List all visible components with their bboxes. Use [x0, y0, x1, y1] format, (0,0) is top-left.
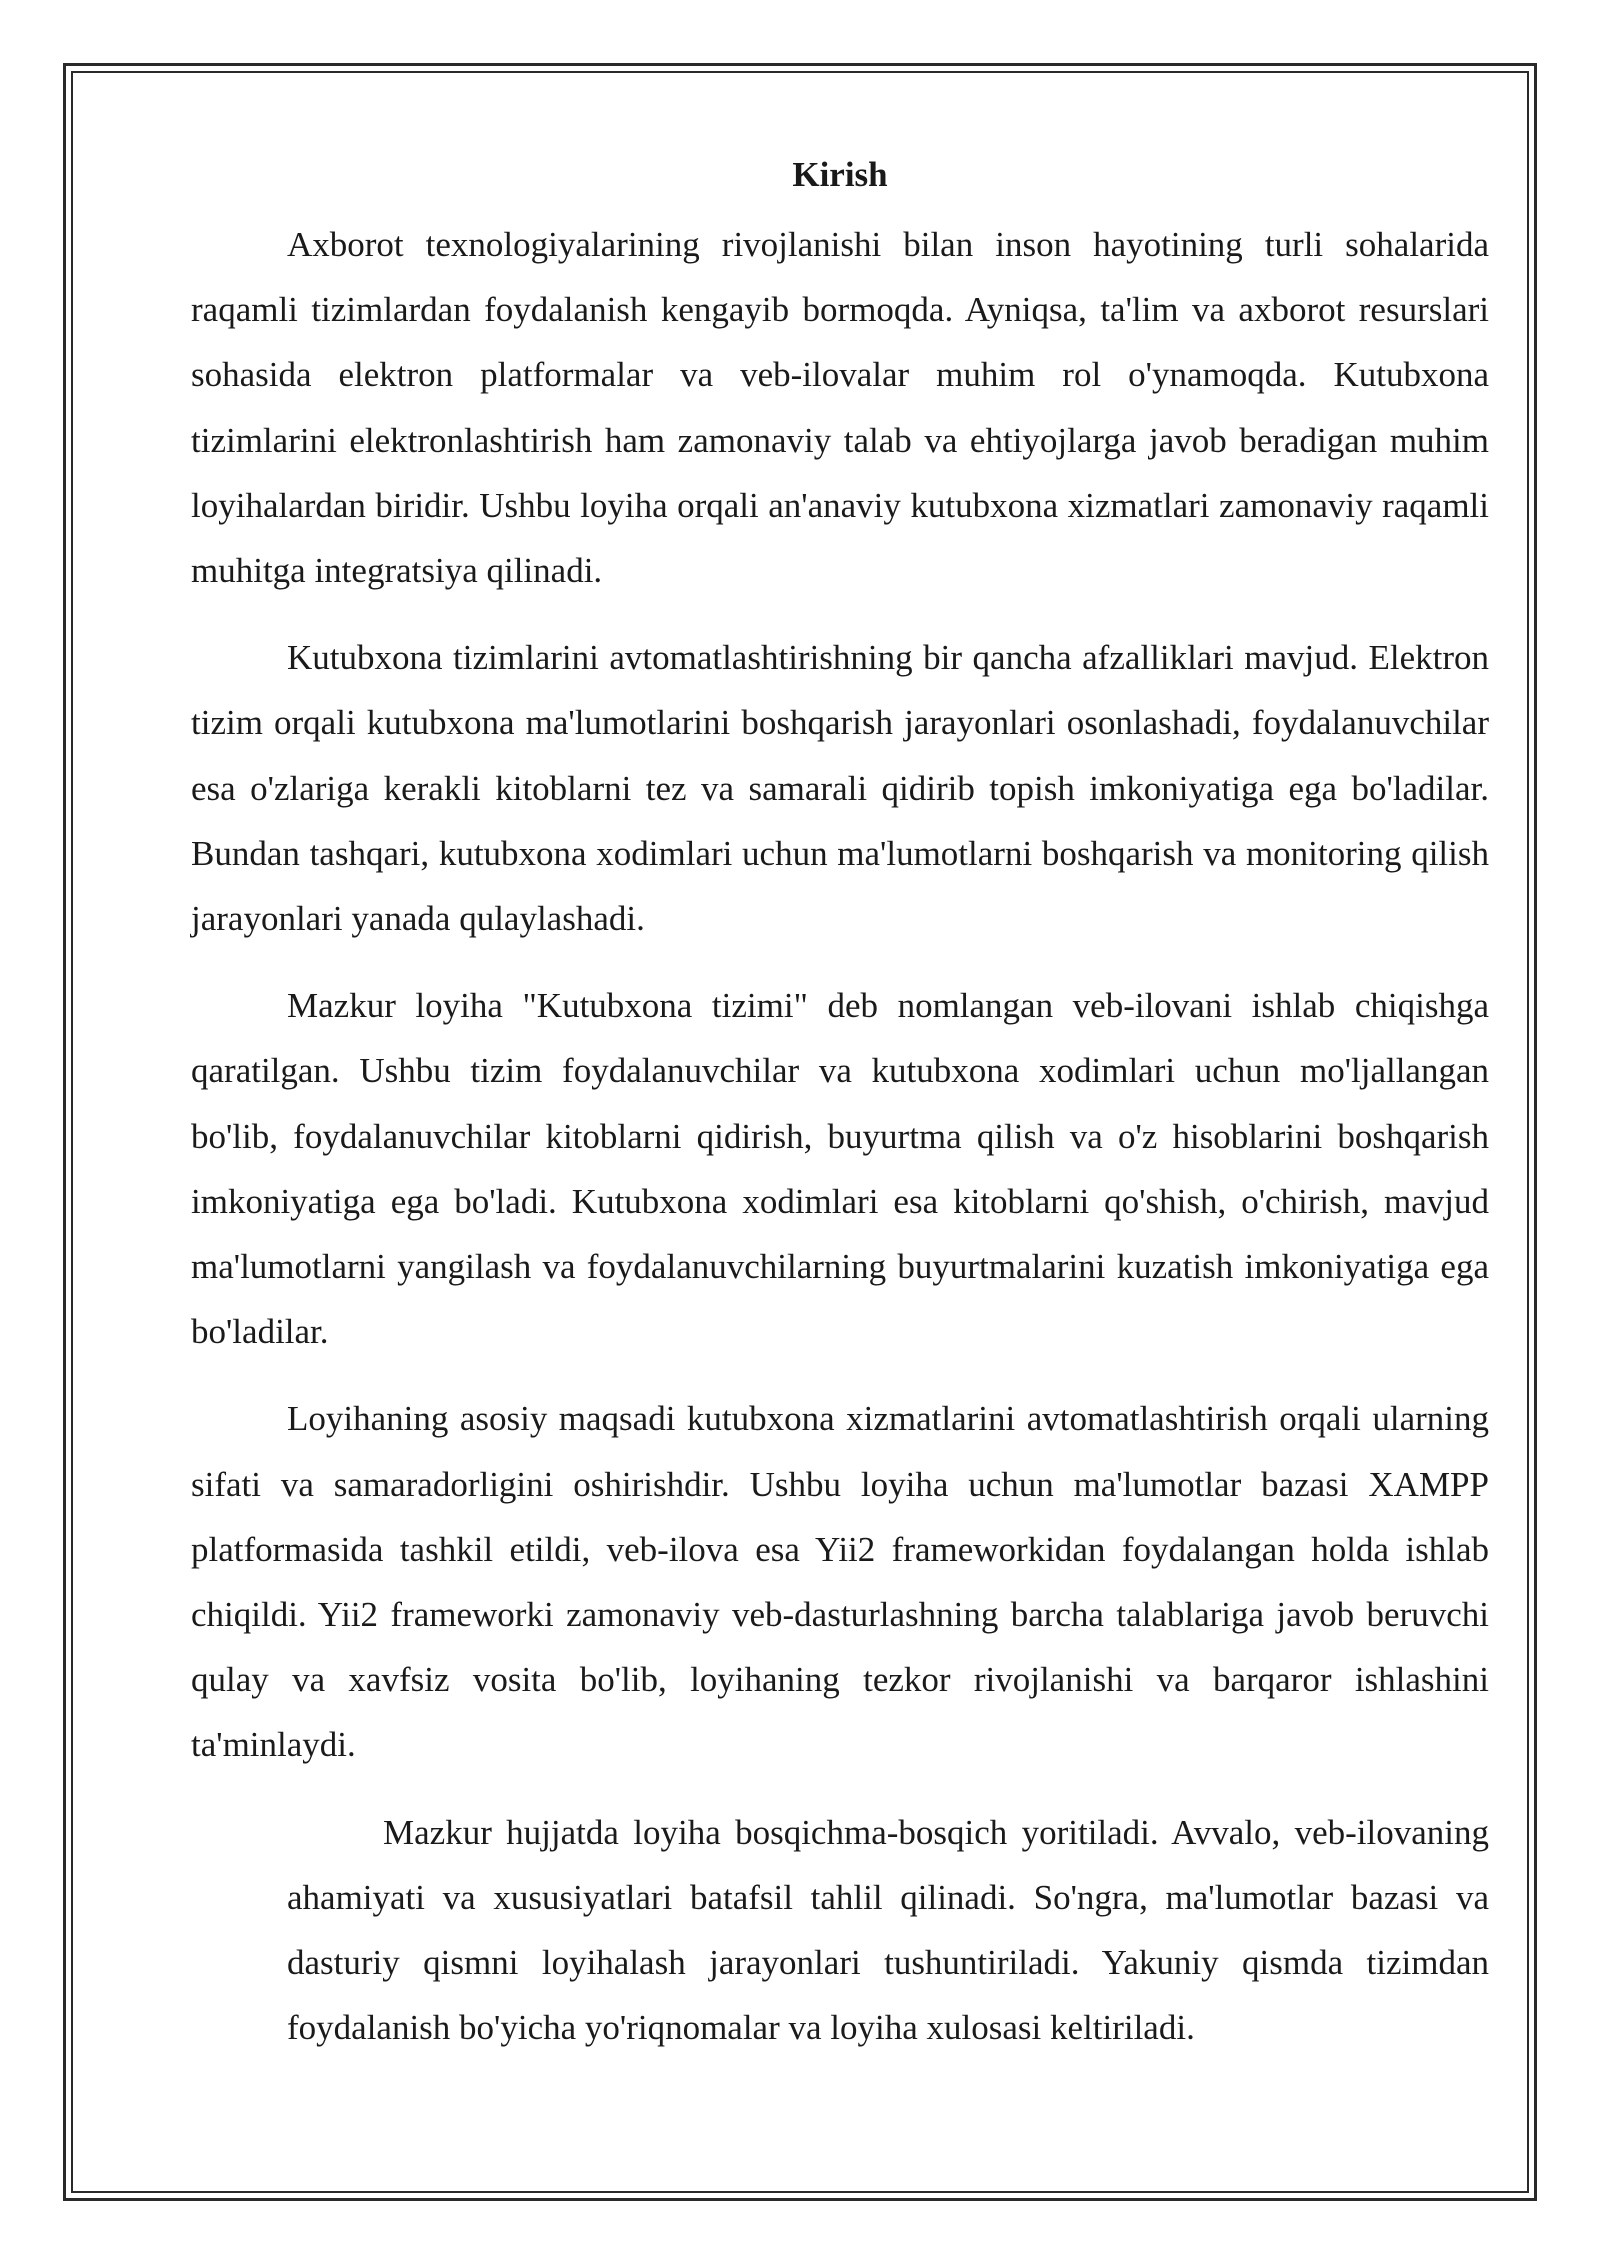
- paragraph-3: Mazkur loyiha "Kutubxona tizimi" deb nomlangan veb-ilovani ishlab chiqishga qaratilgan. Ushbu tizim foydalanuvchilar va kutubxona xodimlari uchun mo'ljallangan bo'lib, foydalanuvchilar kitoblarni qidirish, buyurtma qilish va o'z hisoblarini boshqarish imkoniyatiga ega bo'ladi. Kutubxona xodimlari esa kitoblarni qo'shish, o'chirish, mavjud ma'lumotlarni yangilash va foydalanuvchilarning buyurtmalarini kuzatish imkoniyatiga ega bo'ladilar.: [191, 986, 1489, 1352]
- paragraph-4: Loyihaning asosiy maqsadi kutubxona xizmatlarini avtomatlashtirish orqali ularning sifati va samaradorligini oshirishdir. Ushbu loyiha uchun ma'lumotlar bazasi XAMPP platformasida tashkil etildi, veb-ilova esa Yii2 frameworkidan foydalangan holda ishlab chiqildi. Yii2 frameworki zamonaviy veb-dasturlashning barcha talablariga javob beruvchi qulay va xavfsiz vosita bo'lib, loyihaning tezkor rivojlanishi va barqaror ishlashini ta'minlaydi.: [191, 1399, 1489, 1765]
- paragraph-1: Axborot texnologiyalarining rivojlanishi bilan inson hayotining turli sohalarida raqamli tizimlardan foydalanish kengayib bormoqda. Ayniqsa, ta'lim va axborot resurslari sohasida elektron platformalar va veb-ilovalar muhim rol o'ynamoqda. Kutubxona tizimlarini elektronlashtirish ham zamonaviy talab va ehtiyojlarga javob beradigan muhim loyihalardan biridir. Ushbu loyiha orqali an'anaviy kutubxona xizmatlari zamonaviy raqamli muhitga integratsiya qilinadi.: [191, 225, 1489, 591]
- section-title: Kirish: [792, 155, 888, 194]
- document-body: [191, 148, 1489, 2082]
- paragraph-5: Mazkur hujjatda loyiha bosqichma-bosqich yoritiladi. Avvalo, veb-ilovaning ahamiyati va xususiyatlari batafsil tahlil qilinadi. So'ngra, ma'lumotlar bazasi va dasturiy qismni loyihalash jarayonlari tushuntiriladi. Yakuniy qismda tizimdan foydalanish bo'yicha yo'riqnomalar va loyiha xulosasi keltiriladi.: [287, 1812, 1489, 2048]
- paragraph-2: Kutubxona tizimlarini avtomatlashtirishning bir qancha afzalliklari mavjud. Elektron tizim orqali kutubxona ma'lumotlarini boshqarish jarayonlari osonlashadi, foydalanuvchilar esa o'zlariga kerakli kitoblarni tez va samarali qidirib topish imkoniyatiga ega bo'ladilar. Bundan tashqari, kutubxona xodimlari uchun ma'lumotlarni boshqarish va monitoring qilish jarayonlari yanada qulaylashadi.: [191, 638, 1489, 939]
